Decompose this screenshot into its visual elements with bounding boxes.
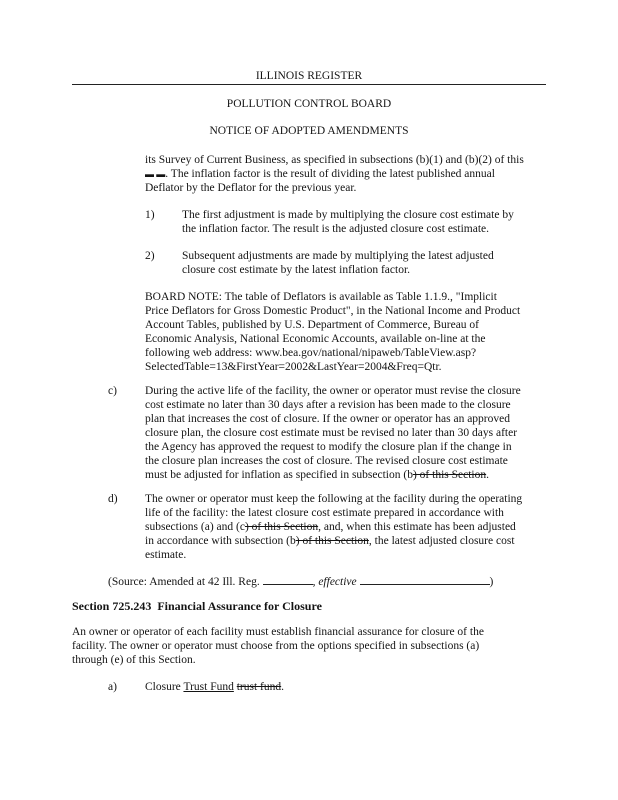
section-heading <box>72 599 322 613</box>
item-d-line <box>145 520 516 534</box>
list-item-1-line: the inflation factor. The result is the adjusted closure cost estimate. <box>182 223 490 235</box>
item-d-line: The owner or operator must keep the following at the facility during the operating <box>145 493 523 505</box>
struck-text: trust fund <box>236 681 282 693</box>
source-mid: , <box>312 576 319 588</box>
register-title <box>0 70 618 82</box>
inserted-text: Trust Fund <box>183 681 234 693</box>
item-a-num: a) <box>108 681 117 693</box>
struck-text: ) of this Section <box>295 535 369 547</box>
board-note-line: Economic Analysis, National Economic Accounts, available on-line at the <box>145 333 486 345</box>
board-note-line: Price Deflators for Gross Domestic Product", in the National Income and Product <box>145 305 521 317</box>
item-d-num: d) <box>108 493 118 505</box>
item-c-line: cost estimate no later than 30 days after a revision has been made to the closure <box>145 399 511 411</box>
item-a-end: . <box>281 681 285 693</box>
item-c-last-line <box>145 468 489 482</box>
source-line <box>108 573 493 589</box>
list-item-2-line: Subsequent adjustments are made by multiplying the latest adjusted <box>182 250 494 262</box>
item-c-line: the closure plan increases the cost of closure. The revised closure cost estimate <box>145 455 508 467</box>
struck-text: ) of this Section <box>412 469 487 481</box>
item-c-last-end: . <box>486 469 489 481</box>
header-rule <box>72 84 546 85</box>
item-c-num: c) <box>108 385 117 397</box>
list-item-2-num: 2) <box>145 250 155 262</box>
board-title: POLLUTION CONTROL BOARD <box>226 98 392 110</box>
intro-line-2 <box>145 167 495 181</box>
item-d-text: , and, when this estimate has been adjusted <box>318 521 516 533</box>
board-note-line: Account Tables, published by U.S. Department of Commerce, Bureau of <box>145 319 479 331</box>
source-effective: effective <box>318 576 357 588</box>
source-suffix: ) <box>489 576 494 588</box>
item-d-line: life of the facility: the latest closure cost estimate prepared in accordance with <box>145 507 504 519</box>
board-note-line: following web address: www.bea.gov/national/nipaweb/TableView.asp? <box>145 347 477 359</box>
item-d-line <box>145 534 515 548</box>
source-prefix: (Source: Amended at 42 Ill. Reg. <box>108 576 263 588</box>
intro-line-2-text: . The inflation factor is the result of dividing the latest published annual <box>165 168 495 180</box>
section-body-line: through (e) of this Section. <box>72 654 196 666</box>
item-a-line <box>145 680 284 694</box>
list-item-1-line: The first adjustment is made by multiplying the closure cost estimate by <box>182 209 514 221</box>
blank-line <box>360 573 490 585</box>
item-c-line: closure plan, the closure cost estimate must be revised no later than 30 days after <box>145 427 518 439</box>
item-d-text: subsections (a) and (c <box>145 521 245 533</box>
board-note-line: SelectedTable=13&FirstYear=2002&LastYear=2004&Freq=Qtr. <box>145 361 442 373</box>
section-body-line: facility. The owner or operator must choose from the options specified in subsections (a) <box>72 640 480 652</box>
redaction-marker: ▬ ▬ <box>145 169 166 179</box>
item-a-text: Closure <box>145 681 184 693</box>
section-body-line: An owner or operator of each facility must establish financial assurance for closure of the <box>72 626 484 638</box>
item-d-text: , the latest adjusted closure cost <box>368 535 515 547</box>
intro-line-3: Deflator by the Deflator for the previous year. <box>145 182 357 194</box>
list-item-1-num: 1) <box>145 209 155 221</box>
list-item-2-line: closure cost estimate by the latest inflation factor. <box>182 264 411 276</box>
blank-line <box>263 573 313 585</box>
intro-line-1: its Survey of Current Business, as specified in subsections (b)(1) and (b)(2) of this <box>145 154 524 166</box>
item-d-line: estimate. <box>145 549 187 561</box>
item-d-text: in accordance with subsection (b <box>145 535 296 547</box>
section-title: Financial Assurance for Closure <box>157 599 322 613</box>
item-c-line: plan that increases the cost of closure. If the owner or operator has an approved <box>145 413 510 425</box>
struck-text: ) of this Section <box>244 521 319 533</box>
notice-title: NOTICE OF ADOPTED AMENDMENTS <box>209 125 409 137</box>
item-c-last-text: must be adjusted for inflation as specified in subsection (b <box>145 469 413 481</box>
item-c-line: During the active life of the facility, the owner or operator must revise the closure <box>145 385 521 397</box>
section-number: Section 725.243 <box>72 599 152 613</box>
board-note-line: BOARD NOTE: The table of Deflators is available as Table 1.1.9., "Implicit <box>145 291 497 303</box>
register-title-text: ILLINOIS REGISTER <box>255 70 363 82</box>
item-c-line: the Agency has approved the request to modify the closure plan if the change in <box>145 441 512 453</box>
